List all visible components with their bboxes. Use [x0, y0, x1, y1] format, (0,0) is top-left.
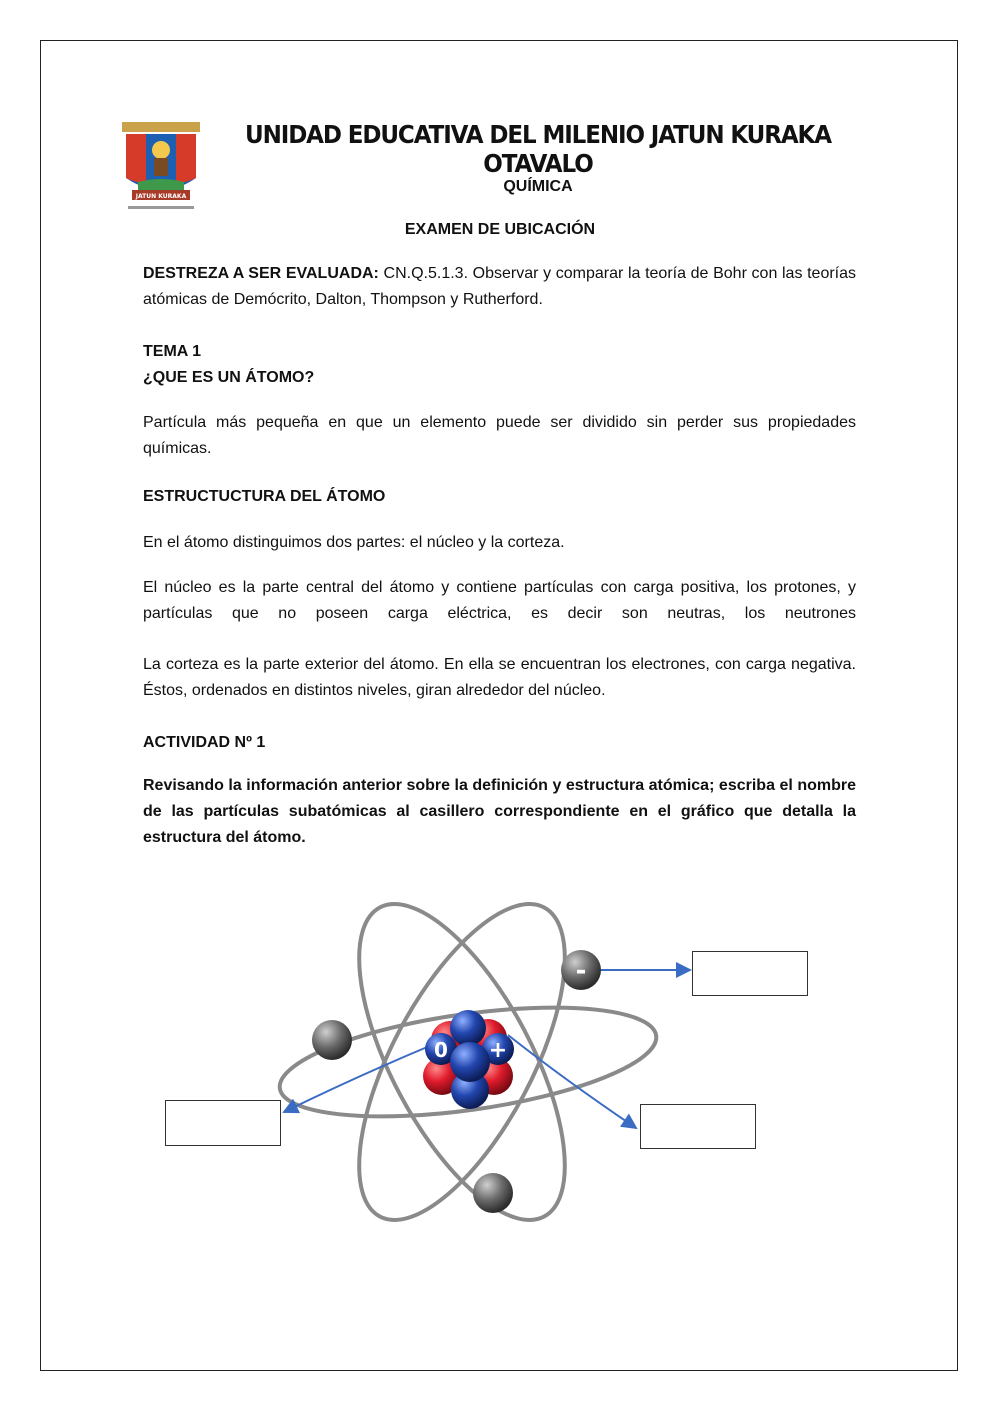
- proton-answer-box[interactable]: [640, 1104, 756, 1149]
- svg-text:JATUN KURAKA: JATUN KURAKA: [135, 193, 187, 200]
- exam-title: EXAMEN DE UBICACIÓN: [404, 221, 596, 238]
- skill-text: CN.Q.5.1.3. Observar y comparar la teoría de Bohr con las teorías atómicas de Demócrito, Dalton, Thompson y Rutherford.: [143, 265, 857, 308]
- proton-symbol: +: [488, 1038, 508, 1063]
- topic-number: TEMA 1: [143, 343, 202, 360]
- activity-title: ACTIVIDAD Nº 1: [143, 734, 266, 751]
- electron-symbol: -: [575, 956, 587, 986]
- skill-label: DESTREZA A SER EVALUADA:: [143, 265, 379, 282]
- nucleon-neutron: [450, 1042, 490, 1082]
- nucleon-neutron: [450, 1010, 486, 1046]
- neutron-answer-box[interactable]: [165, 1100, 281, 1146]
- atom-definition: Partícula más pequeña en que un elemento puede ser dividido sin perder sus propiedades químicas.: [143, 414, 856, 457]
- structure-heading: ESTRUCTUCTURA DEL ÁTOMO: [143, 488, 386, 505]
- subject-title: QUÍMICA: [503, 178, 573, 195]
- nucleus: [423, 1010, 514, 1109]
- topic-question: ¿QUE ES UN ÁTOMO?: [143, 369, 315, 386]
- activity-instructions: Revisando la información anterior sobre la definición y estructura atómica; escriba el nombre de las partículas subatómicas al casillero correspondiente en el gráfico que detalla la estructura del átomo.: [143, 777, 856, 846]
- arrow-neutron: [284, 1045, 432, 1112]
- nucleus-paragraph: El núcleo es la parte central del átomo y contiene partículas con carga positiva, los protones, y partículas que no poseen carga eléctrica, es decir son neutras, los neutrones: [143, 579, 856, 622]
- electron-left: [312, 1020, 352, 1060]
- arrow-proton: [508, 1035, 636, 1128]
- school-name: UNIDAD EDUCATIVA DEL MILENIO JATUN KURAKA OTAVALO: [245, 120, 831, 178]
- structure-intro: En el átomo distinguimos dos partes: el núcleo y la corteza.: [143, 534, 565, 551]
- neutron-symbol: 0: [434, 1038, 448, 1062]
- electron-bottom: [473, 1173, 513, 1213]
- electron-answer-box[interactable]: [692, 951, 808, 996]
- cortex-paragraph: La corteza es la parte exterior del átomo. En ella se encuentran los electrones, con carga negativa. Éstos, ordenados en distintos niveles, giran alrededor del núcleo.: [143, 656, 856, 699]
